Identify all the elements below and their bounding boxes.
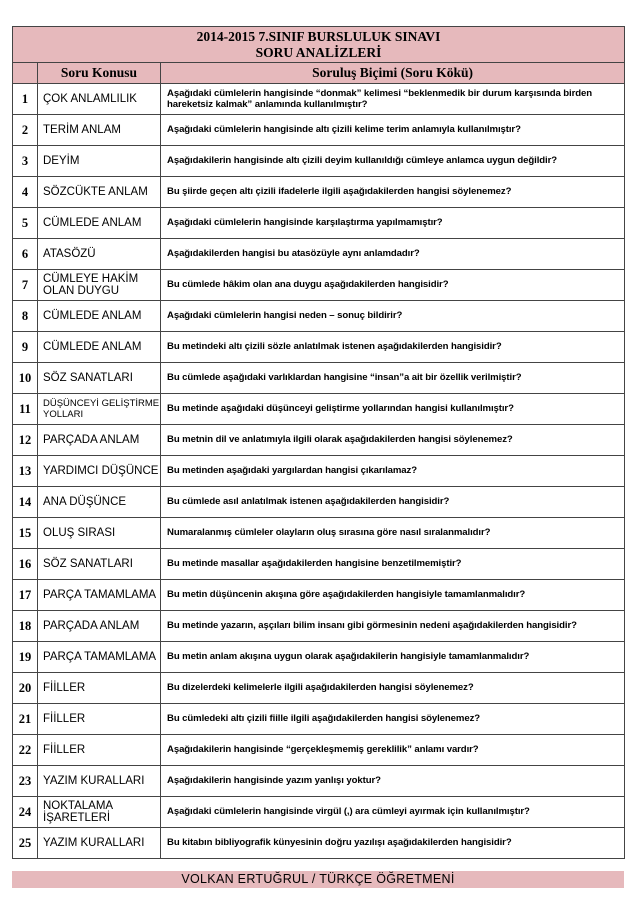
row-question: Bu dizelerdeki kelimelerle ilgili aşağıdakilerden hangisi söylenemez? [161, 673, 625, 704]
row-topic: ANA DÜŞÜNCE [38, 487, 161, 518]
row-number: 21 [13, 704, 38, 735]
table-row [13, 549, 625, 580]
row-question: Bu metinden aşağıdaki yargılardan hangisi çıkarılamaz? [161, 456, 625, 487]
row-topic: PARÇA TAMAMLAMA [38, 580, 161, 611]
table-row [13, 301, 625, 332]
title-line-2: SORU ANALİZLERİ [255, 44, 382, 60]
row-question: Bu metindeki altı çizili sözle anlatılmak istenen aşağıdakilerden hangisidir? [161, 332, 625, 363]
row-number: 14 [13, 487, 38, 518]
row-number: 1 [13, 84, 38, 115]
table-row [13, 456, 625, 487]
row-number: 13 [13, 456, 38, 487]
row-question: Aşağıdakilerin hangisinde altı çizili deyim kullanıldığı cümleye anlamca uygun değildir? [161, 146, 625, 177]
table-row [13, 270, 625, 301]
row-number: 23 [13, 766, 38, 797]
row-question: Bu şiirde geçen altı çizili ifadelerle ilgili aşağıdakilerden hangisi söylenemez? [161, 177, 625, 208]
table-body [13, 84, 625, 859]
row-topic: PARÇA TAMAMLAMA [38, 642, 161, 673]
row-topic: YARDIMCI DÜŞÜNCE [38, 456, 161, 487]
row-question: Bu metinde aşağıdaki düşünceyi geliştirme yollarından hangisi kullanılmıştır? [161, 394, 625, 425]
row-number: 10 [13, 363, 38, 394]
row-topic: TERİM ANLAM [38, 115, 161, 146]
analysis-sheet [12, 26, 624, 859]
row-number: 2 [13, 115, 38, 146]
row-topic: CÜMLEYE HAKİM OLAN DUYGU [38, 270, 161, 301]
row-question: Aşağıdaki cümlelerin hangisinde virgül (,) ara cümleyi ayırmak için kullanılmıştır? [161, 797, 625, 828]
row-number: 3 [13, 146, 38, 177]
table-row [13, 735, 625, 766]
row-question: Aşağıdaki cümlelerin hangisinde altı çizili kelime terim anlamıyla kullanılmıştır? [161, 115, 625, 146]
row-question: Bu cümlede aşağıdaki varlıklardan hangisine “insan”a ait bir özellik verilmiştir? [161, 363, 625, 394]
table-row [13, 394, 625, 425]
row-number: 7 [13, 270, 38, 301]
table-row [13, 797, 625, 828]
question-analysis-table [12, 26, 625, 859]
row-topic: FİİLLER [38, 704, 161, 735]
row-number: 18 [13, 611, 38, 642]
header-number [13, 63, 38, 84]
row-number: 9 [13, 332, 38, 363]
row-topic: OLUŞ SIRASI [38, 518, 161, 549]
row-topic: PARÇADA ANLAM [38, 611, 161, 642]
row-topic: FİİLLER [38, 673, 161, 704]
table-row [13, 363, 625, 394]
row-topic: ÇOK ANLAMLILIK [38, 84, 161, 115]
table-row [13, 332, 625, 363]
row-topic: CÜMLEDE ANLAM [38, 208, 161, 239]
table-row [13, 239, 625, 270]
table-row [13, 673, 625, 704]
footer-author: VOLKAN ERTUĞRUL / TÜRKÇE ÖĞRETMENİ [12, 871, 624, 888]
row-question: Bu metin anlam akışına uygun olarak aşağıdakilerin hangisiyle tamamlanmalıdır? [161, 642, 625, 673]
table-row [13, 84, 625, 115]
row-number: 19 [13, 642, 38, 673]
row-question: Bu metnin dil ve anlatımıyla ilgili olarak aşağıdakilerden hangisi söylenemez? [161, 425, 625, 456]
row-number: 25 [13, 828, 38, 859]
table-row [13, 766, 625, 797]
title-line-1: 2014-2015 7.SINIF BURSLULUK SINAVI [196, 28, 441, 44]
row-topic: NOKTALAMA İŞARETLERİ [38, 797, 161, 828]
row-question: Aşağıdaki cümlelerin hangisinde karşılaştırma yapılmamıştır? [161, 208, 625, 239]
row-topic: YAZIM KURALLARI [38, 828, 161, 859]
header-question: Soruluş Biçimi (Soru Kökü) [161, 63, 625, 84]
row-topic: PARÇADA ANLAM [38, 425, 161, 456]
row-number: 15 [13, 518, 38, 549]
table-row [13, 425, 625, 456]
row-number: 4 [13, 177, 38, 208]
row-question: Bu cümledeki altı çizili fiille ilgili aşağıdakilerden hangisi söylenemez? [161, 704, 625, 735]
row-number: 12 [13, 425, 38, 456]
row-question: Aşağıdakilerden hangisi bu atasözüyle aynı anlamdadır? [161, 239, 625, 270]
table-row [13, 611, 625, 642]
row-number: 8 [13, 301, 38, 332]
row-topic: YAZIM KURALLARI [38, 766, 161, 797]
table-row [13, 487, 625, 518]
table-row [13, 580, 625, 611]
header-topic: Soru Konusu [38, 63, 161, 84]
row-question: Bu metin düşüncenin akışına göre aşağıdakilerden hangisiyle tamamlanmalıdır? [161, 580, 625, 611]
row-topic: FİİLLER [38, 735, 161, 766]
row-topic: DÜŞÜNCEYİ GELİŞTİRME YOLLARI [38, 394, 161, 425]
row-number: 5 [13, 208, 38, 239]
row-number: 11 [13, 394, 38, 425]
table-row [13, 115, 625, 146]
table-row [13, 518, 625, 549]
row-question: Bu metinde yazarın, aşçıları bilim insanı gibi görmesinin nedeni aşağıdakilerden hangisidir? [161, 611, 625, 642]
row-topic: SÖZ SANATLARI [38, 363, 161, 394]
row-topic: DEYİM [38, 146, 161, 177]
table-row [13, 208, 625, 239]
row-question: Aşağıdaki cümlelerin hangisi neden – sonuç bildirir? [161, 301, 625, 332]
table-row [13, 642, 625, 673]
row-number: 16 [13, 549, 38, 580]
row-question: Aşağıdakilerin hangisinde yazım yanlışı yoktur? [161, 766, 625, 797]
table-row [13, 704, 625, 735]
table-row [13, 828, 625, 859]
row-topic: ATASÖZÜ [38, 239, 161, 270]
row-number: 17 [13, 580, 38, 611]
row-question: Aşağıdaki cümlelerin hangisinde “donmak” kelimesi “beklenmedik bir durum karşısında birden hareketsiz kalmak” anlamında kullanılmıştır? [161, 84, 625, 115]
row-question: Aşağıdakilerin hangisinde “gerçekleşmemiş gereklilik” anlamı vardır? [161, 735, 625, 766]
row-number: 22 [13, 735, 38, 766]
row-topic: SÖZCÜKTE ANLAM [38, 177, 161, 208]
row-number: 24 [13, 797, 38, 828]
row-topic: SÖZ SANATLARI [38, 549, 161, 580]
row-number: 20 [13, 673, 38, 704]
row-question: Bu kitabın bibliyografik künyesinin doğru yazılışı aşağıdakilerden hangisidir? [161, 828, 625, 859]
row-question: Bu cümlede hâkim olan ana duygu aşağıdakilerden hangisidir? [161, 270, 625, 301]
row-question: Bu metinde masallar aşağıdakilerden hangisine benzetilmemiştir? [161, 549, 625, 580]
row-number: 6 [13, 239, 38, 270]
row-topic: CÜMLEDE ANLAM [38, 301, 161, 332]
table-row [13, 177, 625, 208]
table-title [13, 27, 625, 63]
row-question: Bu cümlede asıl anlatılmak istenen aşağıdakilerden hangisidir? [161, 487, 625, 518]
row-topic: CÜMLEDE ANLAM [38, 332, 161, 363]
table-row [13, 146, 625, 177]
row-question: Numaralanmış cümleler olayların oluş sırasına göre nasıl sıralanmalıdır? [161, 518, 625, 549]
